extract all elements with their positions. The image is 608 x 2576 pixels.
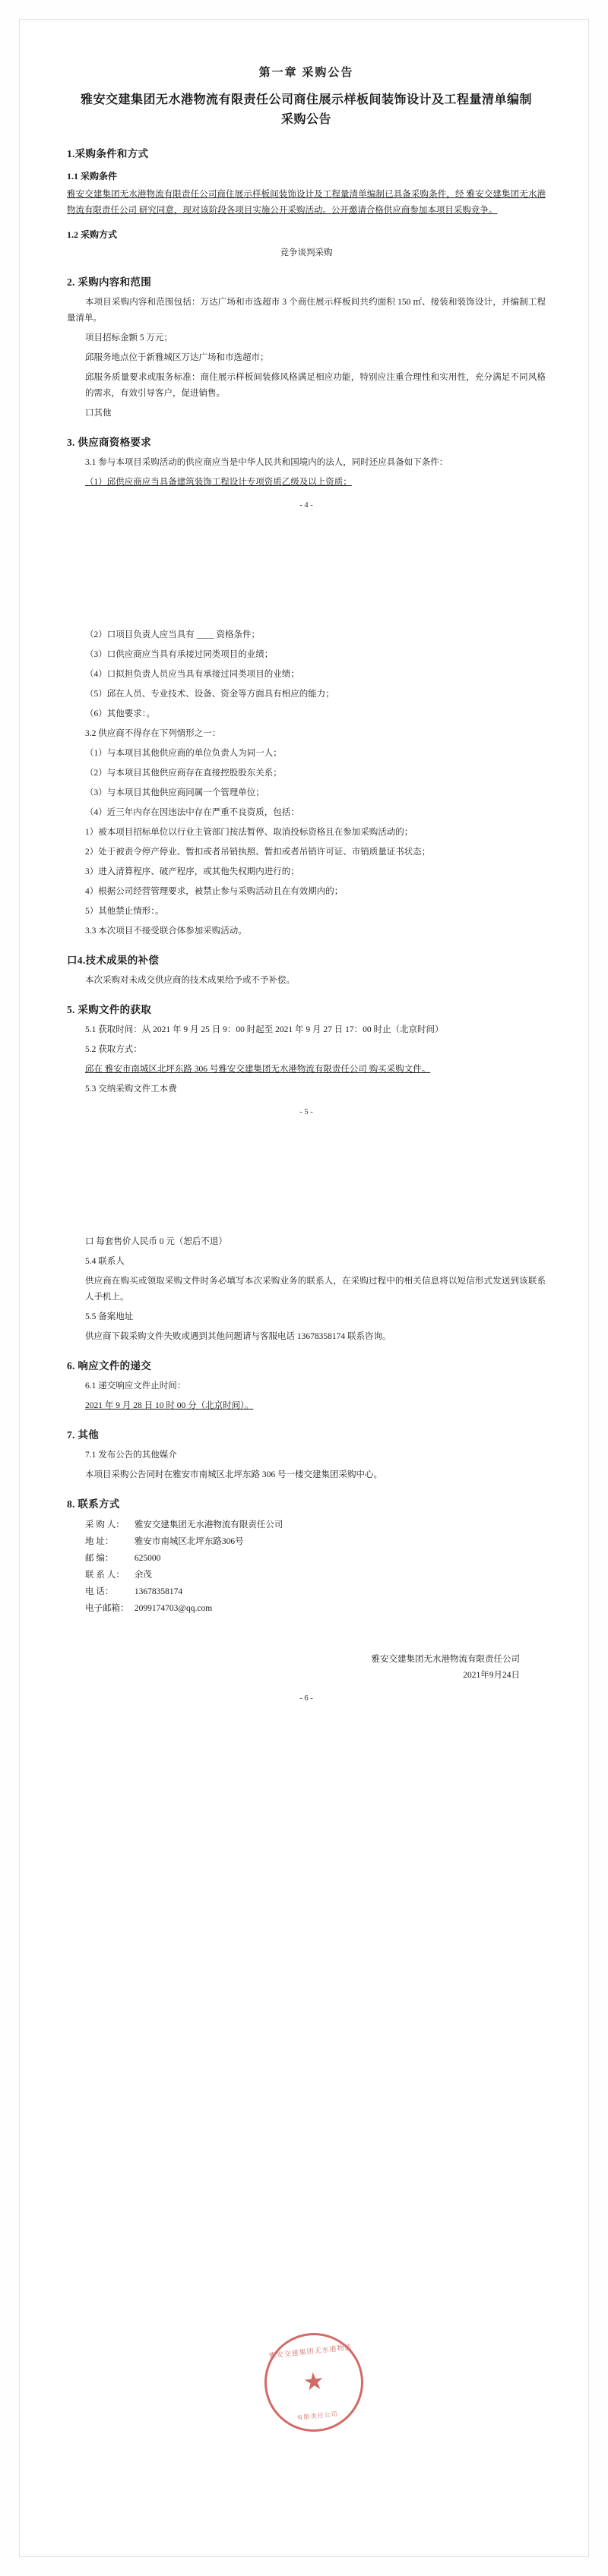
section-heading-1-2: 1.2 采购方式 [67, 229, 118, 240]
section-5-p3: 邱在 雅安市南城区北坪东路 306 号雅安交建集团无水港物流有限责任公司 购买采购文件。 [85, 1065, 431, 1074]
section-5-p4: 5.3 交纳采购文件工本费 [85, 1084, 177, 1094]
contact-row-phone [67, 1583, 546, 1600]
contact-value-email: 2099174703@qq.com [134, 1604, 213, 1613]
document-body [67, 50, 546, 1703]
section-heading-7: 7. 其他 [67, 1429, 99, 1441]
section-5-p8: 5.5 备案地址 [85, 1312, 134, 1321]
contact-key-postcode: 邮 编： [85, 1554, 114, 1563]
contact-row-postcode [67, 1550, 546, 1567]
contact-value-person: 余茂 [134, 1571, 152, 1580]
contact-key-email: 电子邮箱： [85, 1604, 129, 1613]
contact-value-buyer: 雅安交建集团无水港物流有限责任公司 [134, 1520, 283, 1530]
section-1-1-text: 雅安交建集团无水港物流有限责任公司商住展示样板间装饰设计及工程量清单编制已具备采购条件，经 雅安交建集团无水港物流有限责任公司 研究同意，现对该阶段各项目实施公开采购活动。公开邀请合格供应商参加本项目采购竞争。 [67, 190, 546, 215]
section-heading-8: 8. 联系方式 [67, 1498, 120, 1510]
section-2-p5: 口其他 [85, 409, 112, 418]
contact-value-address: 雅安市南城区北坪东路306号 [134, 1537, 244, 1546]
contact-row-person [67, 1567, 546, 1583]
section-3-p14: 2）处于被责令停产停业、暂扣或者吊销执照、暂扣或者吊销许可证、市销质量证书状态； [85, 848, 431, 857]
section-7-p2: 本项目采购公告同时在雅安市南城区北坪东路 306 号一楼交建集团采购中心。 [85, 1470, 382, 1479]
section-2-p4: 邱服务质量要求或服务标准：商住展示样板间装修风格满足相应功能，特别应注重合理性和实用性，充分满足不同风格的需求，有效引导客户，促进销售。 [85, 373, 546, 398]
document-sheet [20, 20, 588, 2556]
section-3-p9: （1）与本项目其他供应商的单位负责人为同一人； [85, 749, 282, 758]
section-3-p18: 3.3 本次项目不接受联合体参加采购活动。 [85, 927, 247, 936]
contact-row-address [67, 1533, 546, 1550]
page-title: 雅安交建集团无水港物流有限责任公司商住展示样板间装饰设计及工程量清单编制采购公告 [80, 93, 532, 126]
section-1-2-text: 竞争谈判采购 [280, 248, 333, 257]
stamp-top-text: 雅安交建集团无水港物流 [268, 2343, 353, 2360]
section-heading-3: 3. 供应商资格要求 [67, 437, 151, 448]
signature-block [67, 1652, 546, 1684]
section-2-p1: 本项目采购内容和范围包括：万达广场和市选超市 3 个商住展示样板间共约面积 150 ㎡、接装和装饰设计，并编制工程量清单。 [67, 298, 546, 323]
section-3-p6: （5）邱在人员、专业技术、设备、资金等方面具有相应的能力； [85, 690, 334, 699]
page-number-6: - 6 - [299, 1694, 313, 1703]
section-3-p1: 3.1 参与本项目采购活动的供应商应当是中华人民共和国境内的法人，同时还应具备如下条件： [85, 458, 448, 467]
contact-key-address: 地 址： [85, 1537, 114, 1546]
section-3-p3: （2）口项目负责人应当具有 ____ 资格条件； [85, 630, 260, 639]
contact-key-buyer: 采 购 人： [85, 1520, 125, 1530]
contact-row-buyer [67, 1517, 546, 1533]
section-6-p1: 6.1 递交响应文件止时间： [85, 1381, 186, 1391]
star-icon: ★ [302, 2369, 325, 2394]
page-number-5: - 5 - [299, 1108, 313, 1116]
stamp-bottom-text: 有限责任公司 [296, 2410, 338, 2422]
contact-row-email [67, 1600, 546, 1617]
section-2-p2: 项目招标金额 5 万元； [85, 333, 173, 343]
section-5-p7: 供应商在购买或领取采购文件时务必填写本次采购业务的联系人，在采购过程中的相关信息将以短信形式发送到该联系人手机上。 [85, 1277, 546, 1302]
official-seal-stamp [260, 2328, 369, 2437]
contact-value-phone: 13678358174 [134, 1587, 183, 1596]
section-3-p16: 4）根据公司经营管理要求，被禁止参与采购活动且在有效期内的； [85, 887, 344, 896]
signature-date: 2021年9月24日 [463, 1671, 520, 1680]
signature-gap [67, 1617, 546, 1647]
section-2-p3: 邱服务地点位于新雅城区万达广场和市选超市； [85, 353, 269, 362]
chapter-title: 第一章 采购公告 [258, 67, 354, 79]
section-3-p12: （4）近三年内存在因违法中存在严重不良资质，包括： [85, 808, 299, 817]
section-5-p1: 5.1 获取时间：从 2021 年 9 月 25 日 9：00 时起至 2021 年 9 月 27 日 17：00 时止（北京时间） [85, 1025, 444, 1034]
section-heading-6: 6. 响应文件的递交 [67, 1360, 151, 1372]
section-3-p13: 1）被本项目招标单位以行业主管部门按法暂停、取消投标资格且在参加采购活动的； [85, 828, 413, 837]
section-3-p8: 3.2 供应商不得存在下列情形之一： [85, 729, 221, 738]
contact-value-postcode: 625000 [134, 1554, 161, 1563]
section-6-p2: 2021 年 9 月 28 日 10 时 00 分（北京时间）。 [85, 1401, 254, 1410]
section-heading-2: 2. 采购内容和范围 [67, 276, 151, 288]
section-4-p1: 本次采购对未成交供应商的技术成果给予或不予补偿。 [85, 976, 295, 985]
page-gap-2 [67, 1116, 546, 1230]
section-5-p5: 口 每套售价人民币 0 元（恕后不退） [85, 1237, 227, 1246]
section-3-p2: （1）邱供应商应当具备建筑装饰工程设计专项资质乙级及以上资质； [85, 478, 352, 487]
section-3-p4: （3）口供应商应当具有承接过同类项目的业绩； [85, 650, 274, 659]
signature-company: 雅安交建集团无水港物流有限责任公司 [371, 1655, 520, 1664]
section-3-p15: 3）进入清算程序、破产程序，或其他失权期内进行的； [85, 867, 299, 876]
section-5-p2: 5.2 获取方式： [85, 1045, 142, 1054]
section-7-p1: 7.1 发布公告的其他媒介 [85, 1451, 177, 1460]
page-gap-1 [67, 510, 546, 623]
section-heading-1: 1.采购条件和方式 [67, 148, 149, 159]
section-3-p10: （2）与本项目其他供应商存在直接控股股东关系； [85, 769, 282, 778]
section-3-p11: （3）与本项目其他供应商同属一个管理单位； [85, 788, 264, 797]
section-3-p17: 5）其他禁止情形：。 [85, 907, 164, 916]
section-3-p7: （6）其他要求：。 [85, 709, 155, 718]
page-number-4: - 4 - [299, 501, 313, 510]
section-heading-4: 口4.技术成果的补偿 [67, 955, 160, 966]
section-5-p9: 供应商下载采购文件失败或遇到其他问题请与客服电话 13678358174 联系咨询。 [85, 1332, 391, 1341]
section-heading-1-1: 1.1 采购条件 [67, 171, 118, 182]
contact-key-phone: 电 话： [85, 1587, 114, 1596]
section-3-p5: （4）口拟担负责人员应当具有承接过同类项目的业绩； [85, 670, 299, 679]
section-5-p6: 5.4 联系人 [85, 1257, 125, 1266]
section-heading-5: 5. 采购文件的获取 [67, 1004, 151, 1015]
contact-key-person: 联 系 人： [85, 1571, 125, 1580]
